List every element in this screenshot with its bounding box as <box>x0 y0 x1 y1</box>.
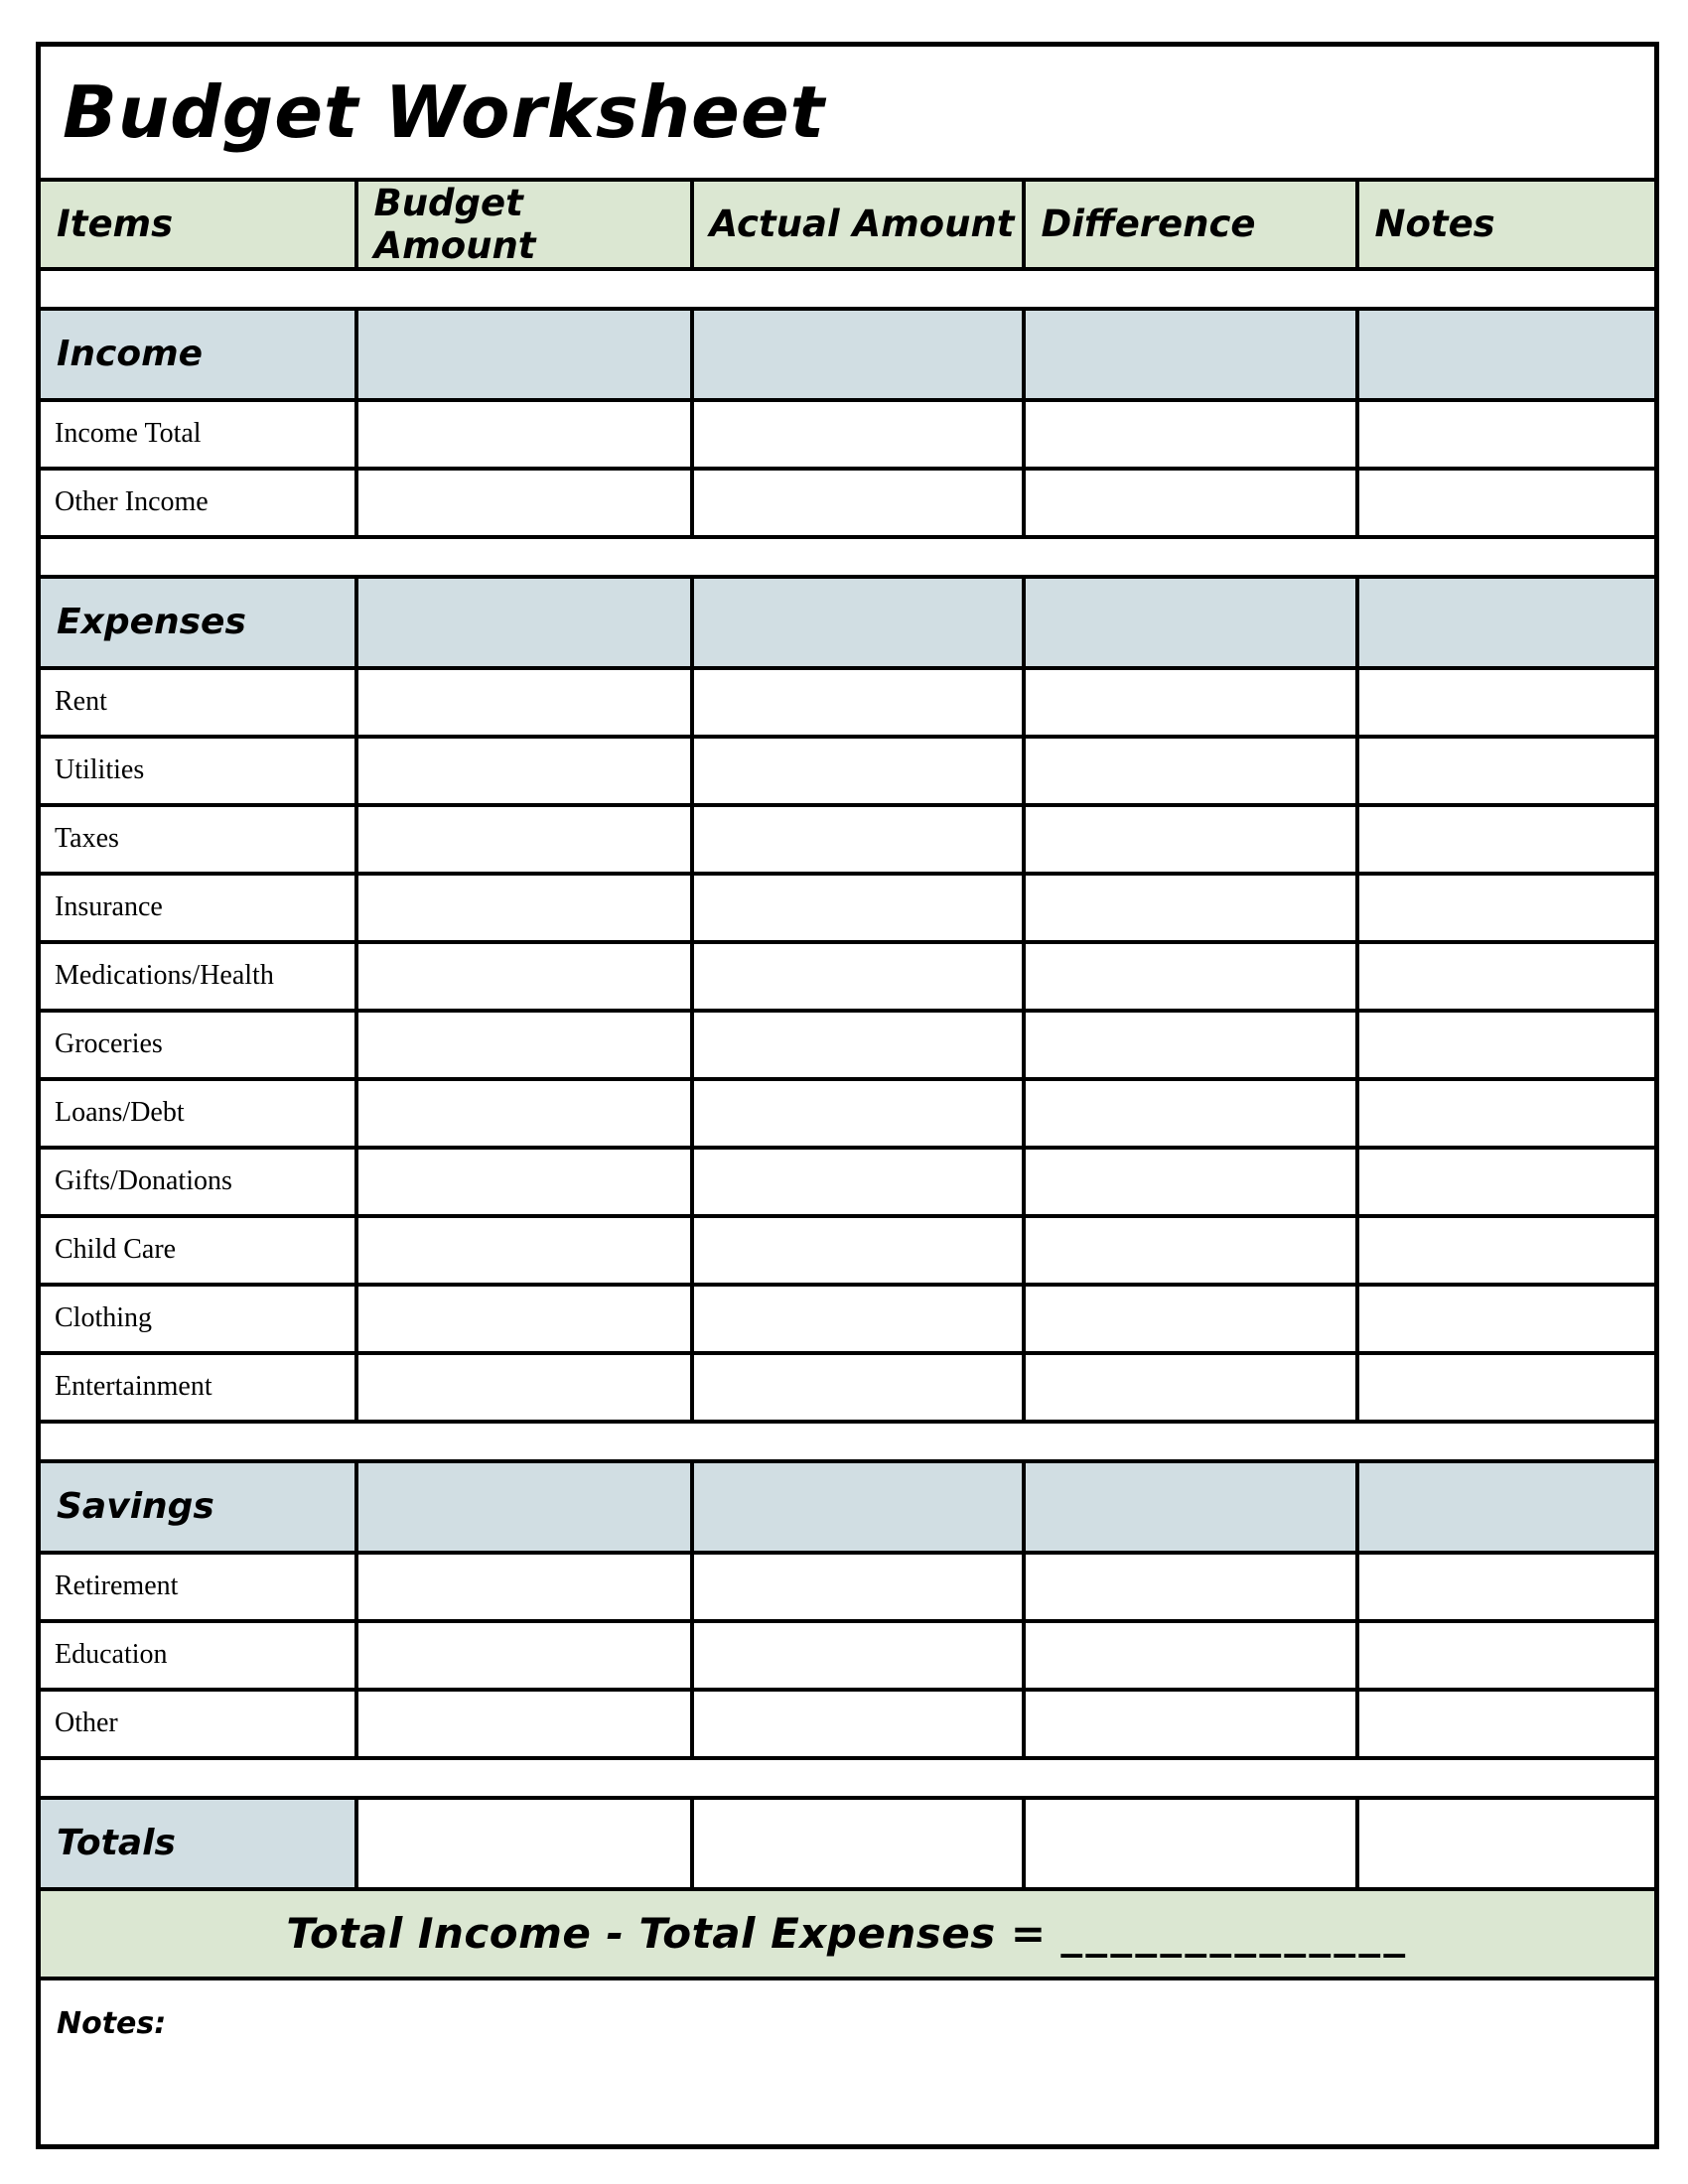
table-row-gifts-donations <box>39 1148 1657 1216</box>
section-blank-cell <box>356 309 692 400</box>
notes-cell <box>1357 400 1657 469</box>
totals-row <box>39 1798 1657 1889</box>
difference-cell <box>1024 874 1357 942</box>
totals-actual-amount-cell <box>692 1798 1024 1889</box>
item-label-cell <box>39 1553 356 1621</box>
section-blank-cell <box>692 309 1024 400</box>
budget-worksheet-table <box>36 42 1659 2149</box>
notes-cell <box>1357 1621 1657 1690</box>
section-blank-cell <box>1357 577 1657 668</box>
column-header-budget-amount <box>356 180 692 269</box>
totals-difference-cell <box>1024 1798 1357 1889</box>
table-row-insurance <box>39 874 1657 942</box>
spacer-row <box>39 1758 1657 1798</box>
section-blank-cell <box>1024 577 1357 668</box>
column-header-row <box>39 180 1657 269</box>
item-label-cell <box>39 1285 356 1353</box>
spacer-row <box>39 1422 1657 1461</box>
actual-amount-cell <box>692 1285 1024 1353</box>
summary-cell <box>39 1889 1657 1979</box>
item-label: Utilities <box>55 754 145 785</box>
column-header-label: Budget Amount <box>373 181 536 267</box>
difference-cell <box>1024 1011 1357 1079</box>
section-title: Savings <box>57 1486 214 1527</box>
difference-cell <box>1024 1079 1357 1148</box>
actual-amount-cell <box>692 400 1024 469</box>
spacer-cell <box>39 537 1657 577</box>
budget-amount-cell <box>356 1079 692 1148</box>
difference-cell <box>1024 1353 1357 1422</box>
budget-amount-cell <box>356 737 692 805</box>
item-label: Income Total <box>55 418 202 449</box>
budget-amount-cell <box>356 668 692 737</box>
actual-amount-cell <box>692 1216 1024 1285</box>
item-label: Child Care <box>55 1234 177 1265</box>
budget-amount-cell <box>356 1690 692 1758</box>
budget-amount-cell <box>356 469 692 537</box>
totals-budget-amount-cell <box>356 1798 692 1889</box>
actual-amount-cell <box>692 942 1024 1011</box>
budget-amount-cell <box>356 400 692 469</box>
item-label-cell <box>39 1079 356 1148</box>
table-row-clothing <box>39 1285 1657 1353</box>
totals-notes-cell <box>1357 1798 1657 1889</box>
actual-amount-cell <box>692 1353 1024 1422</box>
column-header-actual-amount <box>692 180 1024 269</box>
item-label-cell <box>39 1621 356 1690</box>
actual-amount-cell <box>692 1690 1024 1758</box>
item-label-cell <box>39 400 356 469</box>
actual-amount-cell <box>692 1079 1024 1148</box>
column-header-label: Notes <box>1374 203 1495 245</box>
difference-cell <box>1024 668 1357 737</box>
notes-row <box>39 1979 1657 2147</box>
notes-cell <box>1357 469 1657 537</box>
notes-label: Notes: <box>57 2005 167 2041</box>
item-label: Education <box>55 1639 168 1670</box>
item-label: Other <box>55 1707 118 1738</box>
item-label: Groceries <box>55 1028 163 1059</box>
actual-amount-cell <box>692 1148 1024 1216</box>
column-header-items <box>39 180 356 269</box>
budget-amount-cell <box>356 1285 692 1353</box>
notes-cell <box>1357 1690 1657 1758</box>
item-label-cell <box>39 668 356 737</box>
column-header-notes <box>1357 180 1657 269</box>
notes-cell <box>1357 668 1657 737</box>
difference-cell <box>1024 942 1357 1011</box>
difference-cell <box>1024 1690 1357 1758</box>
item-label: Loans/Debt <box>55 1097 185 1128</box>
section-title-cell <box>39 309 356 400</box>
item-label: Gifts/Donations <box>55 1165 232 1196</box>
section-title-cell <box>39 577 356 668</box>
table-row-education <box>39 1621 1657 1690</box>
section-blank-cell <box>692 577 1024 668</box>
item-label: Clothing <box>55 1302 153 1333</box>
section-blank-cell <box>1024 309 1357 400</box>
notes-cell <box>1357 874 1657 942</box>
notes-cell <box>1357 1285 1657 1353</box>
actual-amount-cell <box>692 874 1024 942</box>
budget-amount-cell <box>356 1011 692 1079</box>
difference-cell <box>1024 1148 1357 1216</box>
notes-area-cell <box>39 1979 1657 2147</box>
summary-formula: Total Income - Total Expenses = <box>286 1909 1047 1958</box>
budget-amount-cell <box>356 805 692 874</box>
table-row-other-income <box>39 469 1657 537</box>
budget-amount-cell <box>356 1216 692 1285</box>
actual-amount-cell <box>692 737 1024 805</box>
difference-cell <box>1024 469 1357 537</box>
title-cell <box>39 45 1657 180</box>
budget-amount-cell <box>356 874 692 942</box>
page-title: Budget Worksheet <box>63 69 826 154</box>
item-label: Taxes <box>55 823 119 854</box>
spacer-row <box>39 269 1657 309</box>
budget-amount-cell <box>356 942 692 1011</box>
section-header-income <box>39 309 1657 400</box>
difference-cell <box>1024 1553 1357 1621</box>
difference-cell <box>1024 400 1357 469</box>
spacer-cell <box>39 1758 1657 1798</box>
notes-cell <box>1357 1553 1657 1621</box>
section-blank-cell <box>1357 1461 1657 1553</box>
column-header-label: Difference <box>1041 203 1256 245</box>
difference-cell <box>1024 737 1357 805</box>
section-blank-cell <box>1024 1461 1357 1553</box>
section-title-cell <box>39 1461 356 1553</box>
notes-cell <box>1357 805 1657 874</box>
item-label-cell <box>39 1353 356 1422</box>
summary-row <box>39 1889 1657 1979</box>
spacer-row <box>39 537 1657 577</box>
item-label-cell <box>39 469 356 537</box>
item-label-cell <box>39 942 356 1011</box>
actual-amount-cell <box>692 805 1024 874</box>
totals-label-cell <box>39 1798 356 1889</box>
notes-cell <box>1357 1216 1657 1285</box>
column-header-label: Items <box>57 203 174 245</box>
item-label: Entertainment <box>55 1371 212 1402</box>
item-label-cell <box>39 1216 356 1285</box>
title-row <box>39 45 1657 180</box>
item-label: Other Income <box>55 486 209 517</box>
actual-amount-cell <box>692 1621 1024 1690</box>
notes-cell <box>1357 1148 1657 1216</box>
item-label-cell <box>39 1011 356 1079</box>
table-row-utilities <box>39 737 1657 805</box>
actual-amount-cell <box>692 1553 1024 1621</box>
notes-cell <box>1357 1079 1657 1148</box>
column-header-label: Actual Amount <box>709 203 1015 245</box>
notes-cell <box>1357 942 1657 1011</box>
table-row-income-total <box>39 400 1657 469</box>
actual-amount-cell <box>692 469 1024 537</box>
budget-amount-cell <box>356 1553 692 1621</box>
difference-cell <box>1024 1285 1357 1353</box>
item-label-cell <box>39 805 356 874</box>
item-label: Medications/Health <box>55 960 274 991</box>
table-row-child-care <box>39 1216 1657 1285</box>
notes-cell <box>1357 1011 1657 1079</box>
column-header-difference <box>1024 180 1357 269</box>
actual-amount-cell <box>692 668 1024 737</box>
item-label: Rent <box>55 686 107 717</box>
table-row-medications-health <box>39 942 1657 1011</box>
section-blank-cell <box>1357 309 1657 400</box>
summary-text <box>286 1909 1408 1958</box>
budget-amount-cell <box>356 1621 692 1690</box>
table-row-retirement <box>39 1553 1657 1621</box>
budget-amount-cell <box>356 1353 692 1422</box>
table-row-loans-debt <box>39 1079 1657 1148</box>
table-row-entertainment <box>39 1353 1657 1422</box>
actual-amount-cell <box>692 1011 1024 1079</box>
difference-cell <box>1024 805 1357 874</box>
item-label-cell <box>39 737 356 805</box>
notes-cell <box>1357 1353 1657 1422</box>
item-label: Insurance <box>55 891 163 922</box>
summary-blank-line: ______________ <box>1060 1909 1409 1958</box>
item-label-cell <box>39 1690 356 1758</box>
table-row-groceries <box>39 1011 1657 1079</box>
difference-cell <box>1024 1216 1357 1285</box>
table-row-other <box>39 1690 1657 1758</box>
section-blank-cell <box>692 1461 1024 1553</box>
section-header-expenses <box>39 577 1657 668</box>
table-row-taxes <box>39 805 1657 874</box>
spacer-cell <box>39 1422 1657 1461</box>
table-row-rent <box>39 668 1657 737</box>
notes-cell <box>1357 737 1657 805</box>
spacer-cell <box>39 269 1657 309</box>
item-label-cell <box>39 1148 356 1216</box>
item-label-cell <box>39 874 356 942</box>
section-title: Expenses <box>57 602 246 642</box>
section-title: Income <box>57 334 204 374</box>
section-blank-cell <box>356 1461 692 1553</box>
section-header-savings <box>39 1461 1657 1553</box>
budget-amount-cell <box>356 1148 692 1216</box>
difference-cell <box>1024 1621 1357 1690</box>
item-label: Retirement <box>55 1570 179 1601</box>
totals-label: Totals <box>57 1823 176 1863</box>
section-blank-cell <box>356 577 692 668</box>
